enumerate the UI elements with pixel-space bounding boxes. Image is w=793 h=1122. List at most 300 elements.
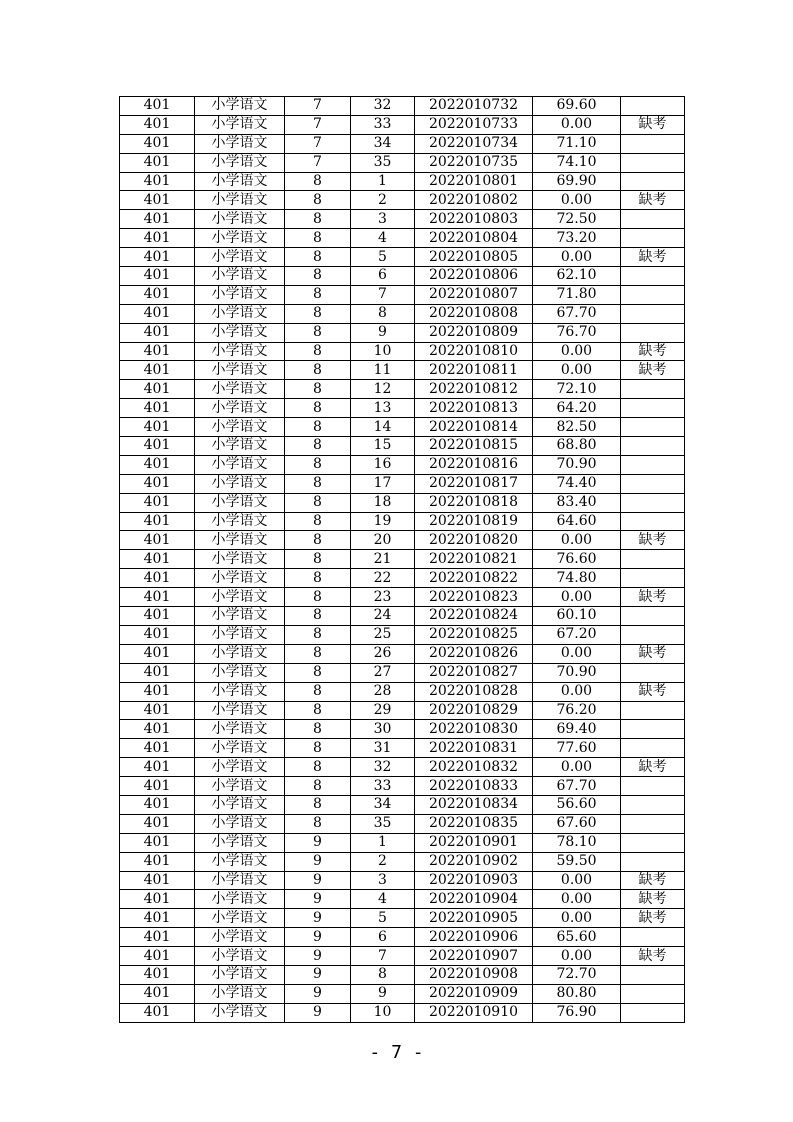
seat-cell: 21: [351, 550, 415, 569]
seat-cell: 9: [351, 323, 415, 342]
table-row: [120, 644, 685, 663]
seat-cell: 31: [351, 739, 415, 758]
seat-cell: 27: [351, 663, 415, 682]
seat-cell: 7: [351, 947, 415, 966]
subject-code-cell: 401: [120, 795, 195, 814]
table-row: [120, 115, 685, 134]
exam-id-cell: 2022010904: [415, 890, 533, 909]
subject-code-cell: 401: [120, 814, 195, 833]
exam-id-cell: 2022010809: [415, 323, 533, 342]
table-row: [120, 229, 685, 248]
exam-id-cell: 2022010822: [415, 569, 533, 588]
table-row: [120, 172, 685, 191]
table-row: [120, 814, 685, 833]
score-cell: 71.10: [533, 134, 621, 153]
table-row: [120, 342, 685, 361]
score-cell: 0.00: [533, 682, 621, 701]
remark-cell: [621, 607, 685, 626]
seat-cell: 8: [351, 965, 415, 984]
table-row: [120, 437, 685, 456]
table-row: [120, 833, 685, 852]
score-cell: 77.60: [533, 739, 621, 758]
seat-cell: 35: [351, 153, 415, 172]
score-cell: 70.90: [533, 663, 621, 682]
room-cell: 8: [285, 399, 351, 418]
remark-cell: [621, 285, 685, 304]
room-cell: 8: [285, 795, 351, 814]
subject-name-cell: 小学语文: [195, 267, 285, 286]
seat-cell: 15: [351, 437, 415, 456]
table-row: [120, 758, 685, 777]
remark-cell: [621, 229, 685, 248]
subject-name-cell: 小学语文: [195, 474, 285, 493]
room-cell: 8: [285, 210, 351, 229]
room-cell: 7: [285, 97, 351, 116]
score-cell: 83.40: [533, 493, 621, 512]
remark-cell: [621, 399, 685, 418]
seat-cell: 6: [351, 928, 415, 947]
table-row: [120, 399, 685, 418]
room-cell: 8: [285, 607, 351, 626]
exam-id-cell: 2022010908: [415, 965, 533, 984]
exam-id-cell: 2022010833: [415, 777, 533, 796]
subject-code-cell: 401: [120, 437, 195, 456]
remark-cell: [621, 777, 685, 796]
subject-code-cell: 401: [120, 115, 195, 134]
seat-cell: 7: [351, 285, 415, 304]
room-cell: 9: [285, 965, 351, 984]
score-cell: 80.80: [533, 984, 621, 1003]
seat-cell: 2: [351, 852, 415, 871]
remark-cell: 缺考: [621, 191, 685, 210]
score-cell: 68.80: [533, 437, 621, 456]
exam-id-cell: 2022010732: [415, 97, 533, 116]
table-row: [120, 248, 685, 267]
score-cell: 67.60: [533, 814, 621, 833]
score-cell: 0.00: [533, 115, 621, 134]
table-row: [120, 928, 685, 947]
subject-code-cell: 401: [120, 399, 195, 418]
seat-cell: 4: [351, 229, 415, 248]
subject-code-cell: 401: [120, 909, 195, 928]
remark-cell: [621, 512, 685, 531]
table-row: [120, 493, 685, 512]
score-cell: 0.00: [533, 871, 621, 890]
subject-name-cell: 小学语文: [195, 607, 285, 626]
subject-code-cell: 401: [120, 474, 195, 493]
subject-code-cell: 401: [120, 739, 195, 758]
exam-id-cell: 2022010734: [415, 134, 533, 153]
score-cell: 74.80: [533, 569, 621, 588]
exam-id-cell: 2022010827: [415, 663, 533, 682]
remark-cell: [621, 852, 685, 871]
table-row: [120, 701, 685, 720]
room-cell: 8: [285, 777, 351, 796]
score-cell: 69.90: [533, 172, 621, 191]
subject-name-cell: 小学语文: [195, 890, 285, 909]
table-row: [120, 682, 685, 701]
remark-cell: [621, 493, 685, 512]
remark-cell: [621, 1003, 685, 1022]
exam-id-cell: 2022010834: [415, 795, 533, 814]
seat-cell: 1: [351, 833, 415, 852]
subject-name-cell: 小学语文: [195, 625, 285, 644]
room-cell: 8: [285, 644, 351, 663]
table-row: [120, 569, 685, 588]
seat-cell: 10: [351, 342, 415, 361]
exam-id-cell: 2022010733: [415, 115, 533, 134]
remark-cell: 缺考: [621, 342, 685, 361]
subject-code-cell: 401: [120, 97, 195, 116]
score-cell: 60.10: [533, 607, 621, 626]
seat-cell: 22: [351, 569, 415, 588]
seat-cell: 32: [351, 97, 415, 116]
room-cell: 8: [285, 512, 351, 531]
subject-name-cell: 小学语文: [195, 928, 285, 947]
exam-id-cell: 2022010825: [415, 625, 533, 644]
room-cell: 8: [285, 172, 351, 191]
subject-code-cell: 401: [120, 701, 195, 720]
subject-code-cell: 401: [120, 607, 195, 626]
subject-name-cell: 小学语文: [195, 304, 285, 323]
exam-id-cell: 2022010828: [415, 682, 533, 701]
table-row: [120, 153, 685, 172]
remark-cell: 缺考: [621, 909, 685, 928]
remark-cell: 缺考: [621, 248, 685, 267]
exam-id-cell: 2022010905: [415, 909, 533, 928]
score-cell: 72.50: [533, 210, 621, 229]
score-cell: 0.00: [533, 342, 621, 361]
remark-cell: [621, 550, 685, 569]
room-cell: 9: [285, 890, 351, 909]
seat-cell: 17: [351, 474, 415, 493]
subject-code-cell: 401: [120, 928, 195, 947]
remark-cell: 缺考: [621, 361, 685, 380]
seat-cell: 5: [351, 909, 415, 928]
subject-name-cell: 小学语文: [195, 701, 285, 720]
subject-code-cell: 401: [120, 569, 195, 588]
exam-id-cell: 2022010814: [415, 418, 533, 437]
exam-id-cell: 2022010835: [415, 814, 533, 833]
score-cell: 64.20: [533, 399, 621, 418]
room-cell: 9: [285, 928, 351, 947]
table-row: [120, 663, 685, 682]
subject-name-cell: 小学语文: [195, 191, 285, 210]
page-number: - 7 -: [369, 1042, 424, 1063]
room-cell: 8: [285, 304, 351, 323]
subject-name-cell: 小学语文: [195, 210, 285, 229]
subject-name-cell: 小学语文: [195, 909, 285, 928]
remark-cell: [621, 210, 685, 229]
table-row: [120, 455, 685, 474]
subject-code-cell: 401: [120, 342, 195, 361]
remark-cell: 缺考: [621, 644, 685, 663]
seat-cell: 14: [351, 418, 415, 437]
seat-cell: 25: [351, 625, 415, 644]
score-cell: 69.40: [533, 720, 621, 739]
seat-cell: 3: [351, 210, 415, 229]
room-cell: 8: [285, 323, 351, 342]
room-cell: 8: [285, 191, 351, 210]
subject-code-cell: 401: [120, 663, 195, 682]
remark-cell: 缺考: [621, 115, 685, 134]
table-row: [120, 852, 685, 871]
subject-name-cell: 小学语文: [195, 550, 285, 569]
exam-id-cell: 2022010821: [415, 550, 533, 569]
score-cell: 78.10: [533, 833, 621, 852]
subject-name-cell: 小学语文: [195, 588, 285, 607]
score-cell: 0.00: [533, 588, 621, 607]
subject-code-cell: 401: [120, 304, 195, 323]
remark-cell: [621, 928, 685, 947]
subject-code-cell: 401: [120, 777, 195, 796]
table-row: [120, 625, 685, 644]
remark-cell: [621, 323, 685, 342]
remark-cell: 缺考: [621, 588, 685, 607]
table-row: [120, 97, 685, 116]
subject-code-cell: 401: [120, 1003, 195, 1022]
subject-name-cell: 小学语文: [195, 455, 285, 474]
seat-cell: 19: [351, 512, 415, 531]
exam-id-cell: 2022010820: [415, 531, 533, 550]
seat-cell: 13: [351, 399, 415, 418]
seat-cell: 10: [351, 1003, 415, 1022]
seat-cell: 33: [351, 777, 415, 796]
seat-cell: 1: [351, 172, 415, 191]
seat-cell: 26: [351, 644, 415, 663]
table-row: [120, 588, 685, 607]
room-cell: 8: [285, 663, 351, 682]
exam-id-cell: 2022010909: [415, 984, 533, 1003]
subject-name-cell: 小学语文: [195, 380, 285, 399]
score-cell: 0.00: [533, 909, 621, 928]
exam-id-cell: 2022010819: [415, 512, 533, 531]
remark-cell: [621, 97, 685, 116]
subject-code-cell: 401: [120, 890, 195, 909]
room-cell: 8: [285, 437, 351, 456]
room-cell: 8: [285, 455, 351, 474]
score-cell: 62.10: [533, 267, 621, 286]
remark-cell: [621, 455, 685, 474]
remark-cell: 缺考: [621, 682, 685, 701]
score-cell: 56.60: [533, 795, 621, 814]
seat-cell: 35: [351, 814, 415, 833]
remark-cell: [621, 418, 685, 437]
remark-cell: 缺考: [621, 890, 685, 909]
remark-cell: 缺考: [621, 531, 685, 550]
score-cell: 0.00: [533, 531, 621, 550]
seat-cell: 16: [351, 455, 415, 474]
table-row: [120, 285, 685, 304]
score-table: [119, 96, 685, 1023]
subject-name-cell: 小学语文: [195, 795, 285, 814]
subject-name-cell: 小学语文: [195, 663, 285, 682]
table-row: [120, 550, 685, 569]
table-row: [120, 474, 685, 493]
subject-name-cell: 小学语文: [195, 569, 285, 588]
exam-id-cell: 2022010907: [415, 947, 533, 966]
subject-name-cell: 小学语文: [195, 399, 285, 418]
exam-id-cell: 2022010810: [415, 342, 533, 361]
remark-cell: [621, 134, 685, 153]
room-cell: 8: [285, 361, 351, 380]
subject-name-cell: 小学语文: [195, 758, 285, 777]
remark-cell: [621, 172, 685, 191]
subject-code-cell: 401: [120, 493, 195, 512]
seat-cell: 29: [351, 701, 415, 720]
room-cell: 7: [285, 134, 351, 153]
score-cell: 76.60: [533, 550, 621, 569]
table-row: [120, 739, 685, 758]
table-row: [120, 134, 685, 153]
table-row: [120, 607, 685, 626]
subject-name-cell: 小学语文: [195, 437, 285, 456]
exam-id-cell: 2022010818: [415, 493, 533, 512]
remark-cell: [621, 701, 685, 720]
exam-id-cell: 2022010815: [415, 437, 533, 456]
subject-code-cell: 401: [120, 965, 195, 984]
remark-cell: 缺考: [621, 871, 685, 890]
room-cell: 8: [285, 550, 351, 569]
table-row: [120, 777, 685, 796]
table-row: [120, 191, 685, 210]
table-row: [120, 512, 685, 531]
subject-name-cell: 小学语文: [195, 97, 285, 116]
table-row: [120, 304, 685, 323]
table-row: [120, 909, 685, 928]
subject-code-cell: 401: [120, 153, 195, 172]
exam-id-cell: 2022010832: [415, 758, 533, 777]
subject-name-cell: 小学语文: [195, 739, 285, 758]
subject-name-cell: 小学语文: [195, 248, 285, 267]
score-cell: 64.60: [533, 512, 621, 531]
score-cell: 67.70: [533, 777, 621, 796]
subject-name-cell: 小学语文: [195, 814, 285, 833]
exam-id-cell: 2022010830: [415, 720, 533, 739]
seat-cell: 9: [351, 984, 415, 1003]
score-cell: 67.20: [533, 625, 621, 644]
remark-cell: [621, 380, 685, 399]
exam-id-cell: 2022010811: [415, 361, 533, 380]
room-cell: 9: [285, 984, 351, 1003]
score-cell: 67.70: [533, 304, 621, 323]
remark-cell: [621, 625, 685, 644]
seat-cell: 28: [351, 682, 415, 701]
remark-cell: [621, 833, 685, 852]
exam-id-cell: 2022010906: [415, 928, 533, 947]
remark-cell: [621, 814, 685, 833]
exam-id-cell: 2022010910: [415, 1003, 533, 1022]
room-cell: 8: [285, 682, 351, 701]
table-row: [120, 965, 685, 984]
subject-code-cell: 401: [120, 588, 195, 607]
subject-code-cell: 401: [120, 758, 195, 777]
score-cell: 76.90: [533, 1003, 621, 1022]
remark-cell: [621, 795, 685, 814]
score-cell: 65.60: [533, 928, 621, 947]
room-cell: 8: [285, 380, 351, 399]
subject-name-cell: 小学语文: [195, 153, 285, 172]
room-cell: 8: [285, 418, 351, 437]
seat-cell: 3: [351, 871, 415, 890]
subject-code-cell: 401: [120, 210, 195, 229]
remark-cell: [621, 965, 685, 984]
score-cell: 74.40: [533, 474, 621, 493]
seat-cell: 33: [351, 115, 415, 134]
score-cell: 72.10: [533, 380, 621, 399]
subject-name-cell: 小学语文: [195, 285, 285, 304]
room-cell: 8: [285, 285, 351, 304]
subject-code-cell: 401: [120, 380, 195, 399]
seat-cell: 8: [351, 304, 415, 323]
seat-cell: 18: [351, 493, 415, 512]
subject-name-cell: 小学语文: [195, 644, 285, 663]
exam-id-cell: 2022010823: [415, 588, 533, 607]
seat-cell: 20: [351, 531, 415, 550]
score-cell: 76.20: [533, 701, 621, 720]
subject-name-cell: 小学语文: [195, 361, 285, 380]
table-row: [120, 1003, 685, 1022]
room-cell: 8: [285, 248, 351, 267]
remark-cell: [621, 984, 685, 1003]
exam-id-cell: 2022010805: [415, 248, 533, 267]
subject-code-cell: 401: [120, 720, 195, 739]
seat-cell: 12: [351, 380, 415, 399]
score-cell: 70.90: [533, 455, 621, 474]
exam-id-cell: 2022010826: [415, 644, 533, 663]
score-cell: 0.00: [533, 758, 621, 777]
table-row: [120, 871, 685, 890]
exam-id-cell: 2022010813: [415, 399, 533, 418]
exam-id-cell: 2022010902: [415, 852, 533, 871]
exam-id-cell: 2022010801: [415, 172, 533, 191]
remark-cell: 缺考: [621, 758, 685, 777]
subject-name-cell: 小学语文: [195, 229, 285, 248]
subject-code-cell: 401: [120, 512, 195, 531]
subject-code-cell: 401: [120, 229, 195, 248]
room-cell: 8: [285, 229, 351, 248]
room-cell: 8: [285, 758, 351, 777]
seat-cell: 2: [351, 191, 415, 210]
remark-cell: [621, 267, 685, 286]
exam-id-cell: 2022010806: [415, 267, 533, 286]
room-cell: 8: [285, 569, 351, 588]
seat-cell: 4: [351, 890, 415, 909]
table-row: [120, 720, 685, 739]
table-row: [120, 210, 685, 229]
subject-name-cell: 小学语文: [195, 493, 285, 512]
seat-cell: 11: [351, 361, 415, 380]
remark-cell: [621, 153, 685, 172]
table-row: [120, 418, 685, 437]
room-cell: 8: [285, 739, 351, 758]
remark-cell: [621, 474, 685, 493]
subject-code-cell: 401: [120, 418, 195, 437]
exam-id-cell: 2022010831: [415, 739, 533, 758]
subject-name-cell: 小学语文: [195, 720, 285, 739]
room-cell: 9: [285, 1003, 351, 1022]
seat-cell: 24: [351, 607, 415, 626]
subject-name-cell: 小学语文: [195, 342, 285, 361]
subject-name-cell: 小学语文: [195, 852, 285, 871]
room-cell: 7: [285, 115, 351, 134]
subject-code-cell: 401: [120, 550, 195, 569]
score-cell: 0.00: [533, 248, 621, 267]
table-row: [120, 531, 685, 550]
subject-code-cell: 401: [120, 984, 195, 1003]
subject-name-cell: 小学语文: [195, 871, 285, 890]
subject-name-cell: 小学语文: [195, 512, 285, 531]
